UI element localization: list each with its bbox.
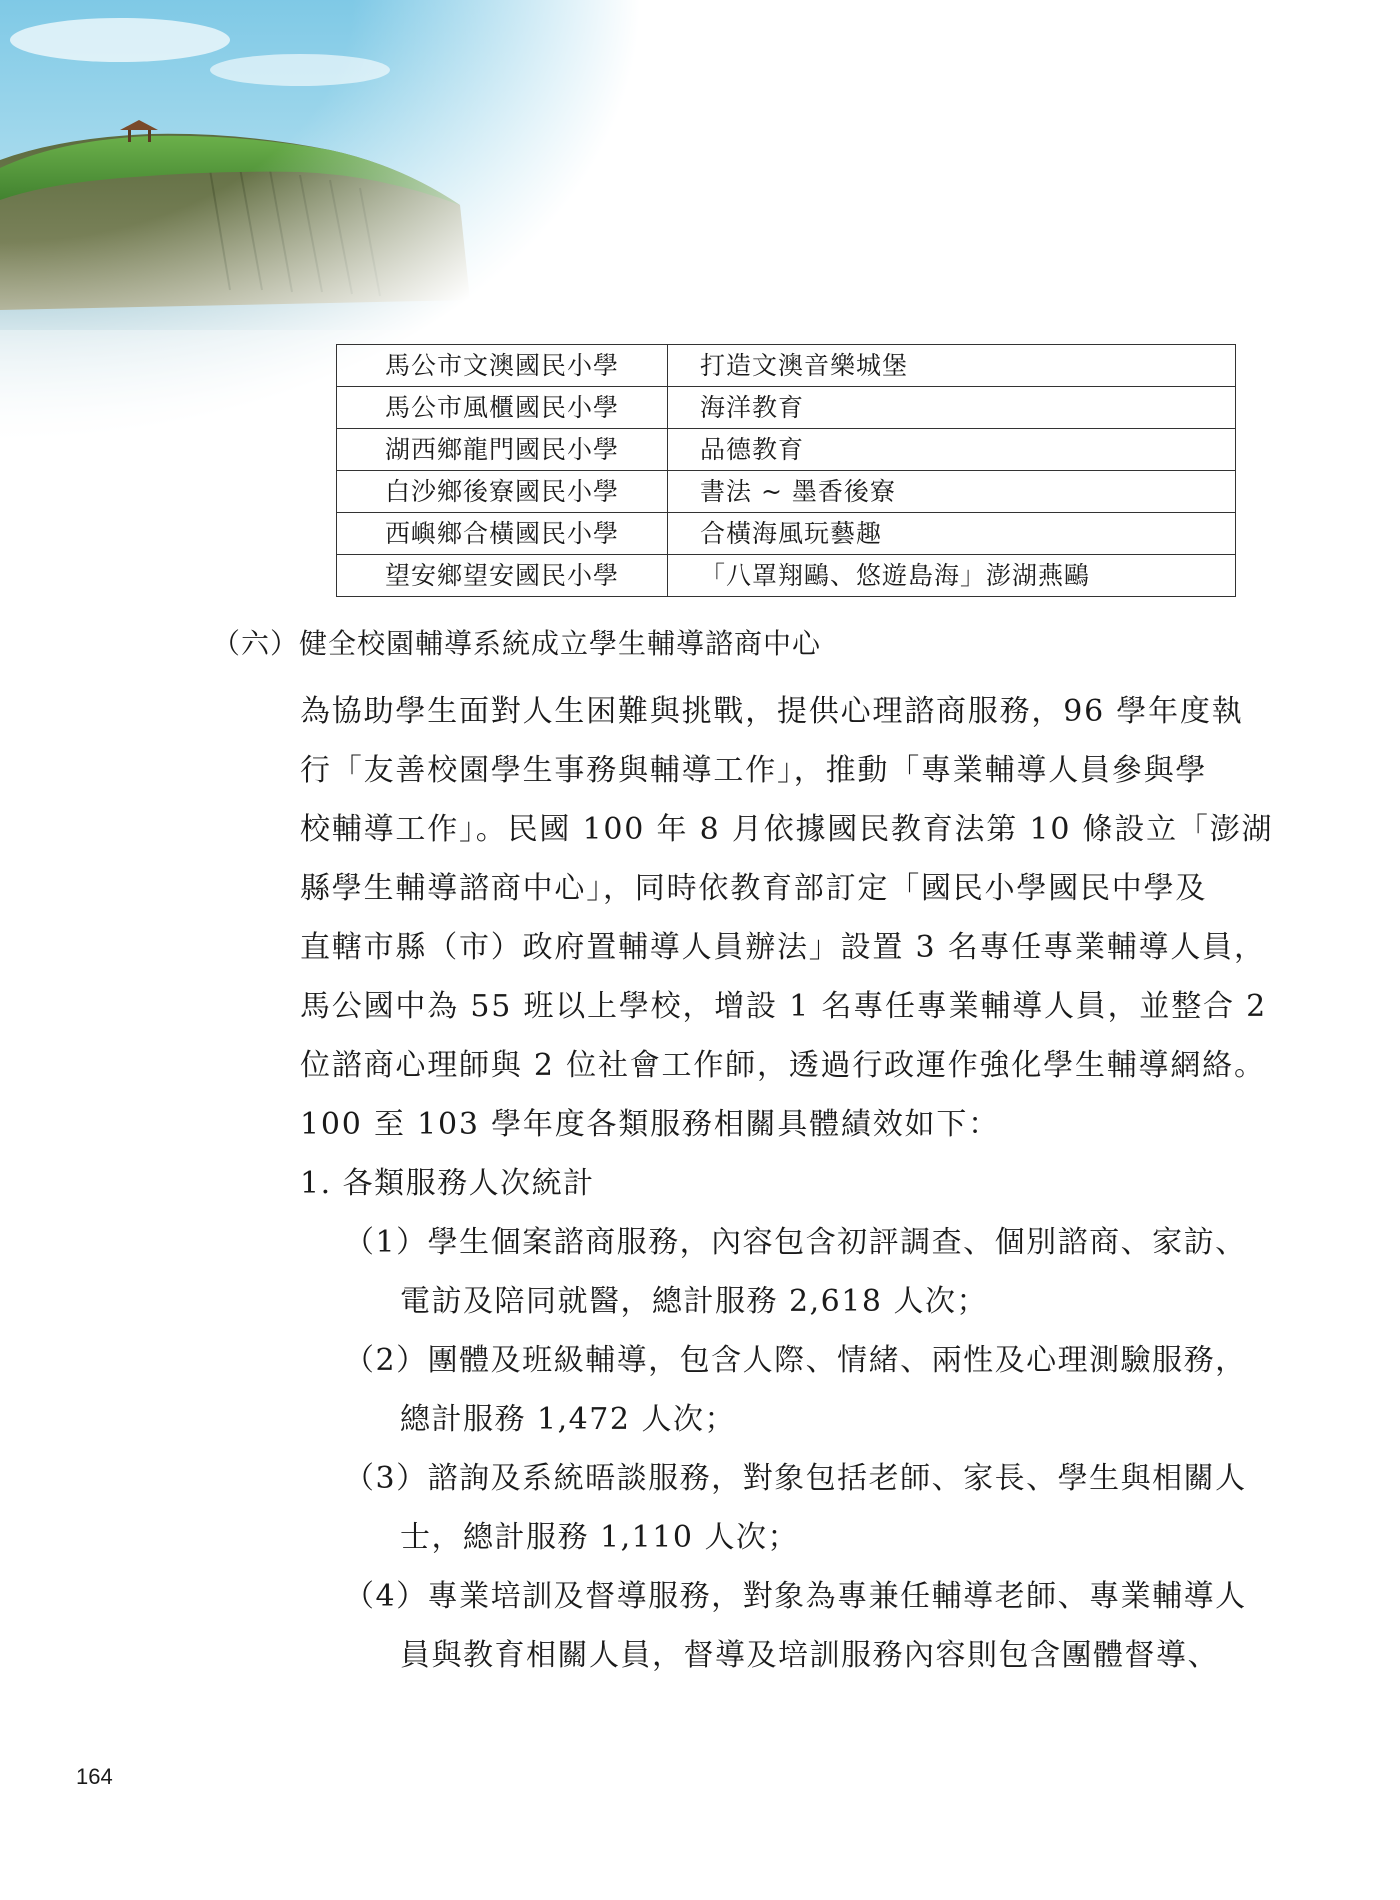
section-heading: （六）健全校園輔導系統成立學生輔導諮商中心: [212, 627, 822, 660]
table-row: [337, 429, 1236, 471]
school-name-cell: 望安鄉望安國民小學: [337, 555, 668, 597]
school-feature-cell: 書法 ~ 墨香後寮: [668, 471, 1236, 513]
list-item: （2）團體及班級輔導，包含人際、情緒、兩性及心理測驗服務，: [344, 1343, 1247, 1378]
paragraph-line: 縣學生輔導諮商中心」，同時依教育部訂定「國民小學國民中學及: [300, 871, 1208, 906]
page-number: 164: [76, 1764, 113, 1789]
school-name-cell: 馬公市風櫃國民小學: [337, 387, 668, 429]
list-item-continuation: 電訪及陪同就醫，總計服務 2,618 人次；: [400, 1284, 988, 1319]
school-feature-cell: 海洋教育: [668, 387, 1236, 429]
list-item: （3）諮詢及系統晤談服務，對象包括老師、家長、學生與相關人: [344, 1461, 1247, 1496]
list-item-continuation: 士，總計服務 1,110 人次；: [400, 1520, 799, 1555]
list-item: （1）學生個案諮商服務，內容包含初評調查、個別諮商、家訪、: [344, 1225, 1247, 1260]
table-row: [337, 387, 1236, 429]
school-feature-table: [336, 344, 1236, 597]
school-name-cell: 馬公市文澳國民小學: [337, 345, 668, 387]
paragraph-line: 行「友善校園學生事務與輔導工作」，推動「專業輔導人員參與學: [300, 753, 1208, 788]
sub-heading: 1. 各類服務人次統計: [300, 1166, 595, 1201]
list-item-continuation: 員與教育相關人員，督導及培訓服務內容則包含團體督導、: [400, 1638, 1219, 1673]
school-name-cell: 白沙鄉後寮國民小學: [337, 471, 668, 513]
list-item-continuation: 總計服務 1,472 人次；: [400, 1402, 736, 1437]
paragraph-line: 100 至 103 學年度各類服務相關具體績效如下：: [300, 1107, 1000, 1142]
paragraph-line: 馬公國中為 55 班以上學校，增設 1 名專任專業輔導人員，並整合 2: [300, 989, 1268, 1024]
table-row: [337, 471, 1236, 513]
paragraph-line: 位諮商心理師與 2 位社會工作師，透過行政運作強化學生輔導網絡。: [300, 1048, 1266, 1083]
paragraph-line: 校輔導工作」。民國 100 年 8 月依據國民教育法第 10 條設立「澎湖: [300, 812, 1274, 847]
paragraph-line: 直轄市縣（市）政府置輔導人員辦法」設置 3 名專任專業輔導人員，: [300, 930, 1266, 965]
school-feature-cell: 合橫海風玩藝趣: [668, 513, 1236, 555]
table-row: [337, 345, 1236, 387]
paragraph-line: 為協助學生面對人生困難與挑戰，提供心理諮商服務，96 學年度執: [300, 694, 1244, 729]
school-feature-cell: 品德教育: [668, 429, 1236, 471]
school-name-cell: 湖西鄉龍門國民小學: [337, 429, 668, 471]
table-row: [337, 513, 1236, 555]
table-row: [337, 555, 1236, 597]
school-feature-cell: 打造文澳音樂城堡: [668, 345, 1236, 387]
school-name-cell: 西嶼鄉合橫國民小學: [337, 513, 668, 555]
list-item: （4）專業培訓及督導服務，對象為專兼任輔導老師、專業輔導人: [344, 1579, 1247, 1614]
school-feature-cell: 「八罩翔鷗、悠遊島海」澎湖燕鷗: [668, 555, 1236, 597]
